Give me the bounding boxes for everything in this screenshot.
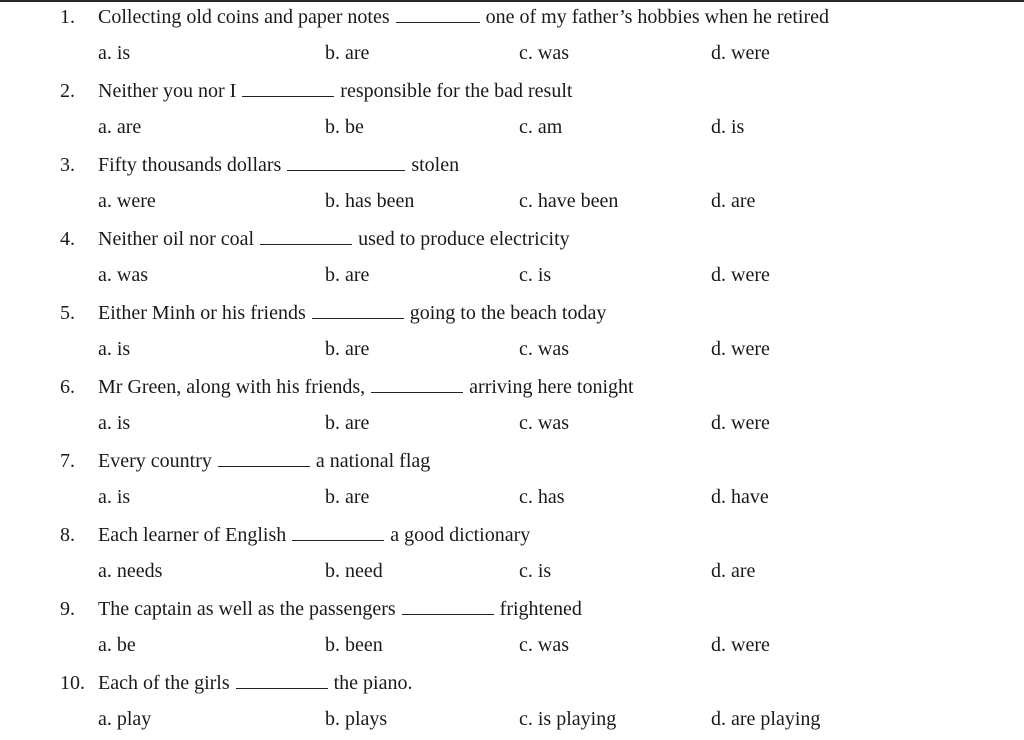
- stem-before: Fifty thousands dollars: [98, 154, 282, 176]
- option-c[interactable]: c. am: [519, 116, 563, 138]
- question-5: [0, 296, 1024, 370]
- option-a[interactable]: a. was: [98, 264, 148, 286]
- option-c[interactable]: c. was: [519, 42, 569, 64]
- answer-blank: [312, 300, 404, 319]
- stem-before: Every country: [98, 450, 212, 472]
- question-stem: [60, 596, 582, 620]
- answer-blank: [242, 78, 334, 97]
- stem-after: stolen: [411, 154, 460, 176]
- option-b[interactable]: b. are: [325, 412, 370, 434]
- option-b[interactable]: b. are: [325, 42, 370, 64]
- question-9: [0, 592, 1024, 666]
- option-d[interactable]: d. are: [711, 190, 756, 212]
- question-number: 2.: [60, 80, 75, 102]
- stem-before: Each of the girls: [98, 672, 230, 694]
- option-a[interactable]: a. be: [98, 634, 136, 656]
- option-c[interactable]: c. is: [519, 560, 552, 582]
- question-7: [0, 444, 1024, 518]
- option-a[interactable]: a. needs: [98, 560, 163, 582]
- question-stem: [60, 522, 530, 546]
- option-c[interactable]: c. is: [519, 264, 552, 286]
- answer-blank: [287, 152, 405, 171]
- question-1: [0, 0, 1024, 74]
- option-a[interactable]: a. are: [98, 116, 142, 138]
- option-b[interactable]: b. has been: [325, 190, 415, 212]
- stem-before: Each learner of English: [98, 524, 287, 546]
- stem-after: frightened: [499, 598, 582, 620]
- question-stem: [60, 374, 634, 398]
- question-number: 7.: [60, 450, 75, 472]
- stem-before: Neither you nor I: [98, 80, 237, 102]
- option-b[interactable]: b. are: [325, 264, 370, 286]
- question-10: [0, 666, 1024, 740]
- stem-after: the piano.: [333, 672, 413, 694]
- question-4: [0, 222, 1024, 296]
- question-stem: [60, 78, 572, 102]
- option-d[interactable]: d. were: [711, 634, 770, 656]
- answer-blank: [402, 596, 494, 615]
- question-8: [0, 518, 1024, 592]
- answer-blank: [371, 374, 463, 393]
- question-stem: [60, 670, 413, 694]
- question-number: 4.: [60, 228, 75, 250]
- answer-blank: [236, 670, 328, 689]
- option-a[interactable]: a. is: [98, 338, 131, 360]
- stem-after: used to produce electricity: [358, 228, 570, 250]
- option-b[interactable]: b. need: [325, 560, 383, 582]
- question-number: 8.: [60, 524, 75, 546]
- question-2: [0, 74, 1024, 148]
- answer-blank: [260, 226, 352, 245]
- question-number: 5.: [60, 302, 75, 324]
- answer-blank: [396, 4, 480, 23]
- question-number: 10.: [60, 672, 85, 694]
- option-c[interactable]: c. is playing: [519, 708, 617, 730]
- question-3: [0, 148, 1024, 222]
- question-6: [0, 370, 1024, 444]
- question-stem: [60, 152, 459, 176]
- option-a[interactable]: a. is: [98, 42, 131, 64]
- question-stem: [60, 448, 430, 472]
- question-stem: [60, 300, 606, 324]
- question-number: 3.: [60, 154, 75, 176]
- stem-before: Neither oil nor coal: [98, 228, 255, 250]
- option-d[interactable]: d. were: [711, 412, 770, 434]
- option-a[interactable]: a. is: [98, 486, 131, 508]
- option-c[interactable]: c. have been: [519, 190, 619, 212]
- stem-after: going to the beach today: [409, 302, 607, 324]
- stem-after: one of my father’s hobbies when he retired: [485, 6, 830, 28]
- answer-blank: [292, 522, 384, 541]
- stem-after: arriving here tonight: [469, 376, 634, 398]
- question-number: 9.: [60, 598, 75, 620]
- option-c[interactable]: c. was: [519, 338, 569, 360]
- option-b[interactable]: b. been: [325, 634, 383, 656]
- option-d[interactable]: d. are playing: [711, 708, 821, 730]
- stem-before: The captain as well as the passengers: [98, 598, 396, 620]
- question-number: 1.: [60, 6, 75, 28]
- option-a[interactable]: a. were: [98, 190, 156, 212]
- option-a[interactable]: a. is: [98, 412, 131, 434]
- option-c[interactable]: c. was: [519, 634, 569, 656]
- stem-after: a national flag: [315, 450, 431, 472]
- option-b[interactable]: b. plays: [325, 708, 388, 730]
- option-b[interactable]: b. be: [325, 116, 364, 138]
- stem-before: Mr Green, along with his friends,: [98, 376, 366, 398]
- option-d[interactable]: d. is: [711, 116, 745, 138]
- option-d[interactable]: d. have: [711, 486, 769, 508]
- stem-before: Collecting old coins and paper notes: [98, 6, 390, 28]
- question-stem: [60, 4, 829, 28]
- option-d[interactable]: d. are: [711, 560, 756, 582]
- option-d[interactable]: d. were: [711, 338, 770, 360]
- option-d[interactable]: d. were: [711, 42, 770, 64]
- option-a[interactable]: a. play: [98, 708, 152, 730]
- stem-before: Either Minh or his friends: [98, 302, 306, 324]
- stem-after: responsible for the bad result: [340, 80, 573, 102]
- answer-blank: [218, 448, 310, 467]
- option-d[interactable]: d. were: [711, 264, 770, 286]
- option-c[interactable]: c. has: [519, 486, 565, 508]
- option-b[interactable]: b. are: [325, 486, 370, 508]
- option-b[interactable]: b. are: [325, 338, 370, 360]
- question-number: 6.: [60, 376, 75, 398]
- question-stem: [60, 226, 570, 250]
- option-c[interactable]: c. was: [519, 412, 569, 434]
- stem-after: a good dictionary: [390, 524, 531, 546]
